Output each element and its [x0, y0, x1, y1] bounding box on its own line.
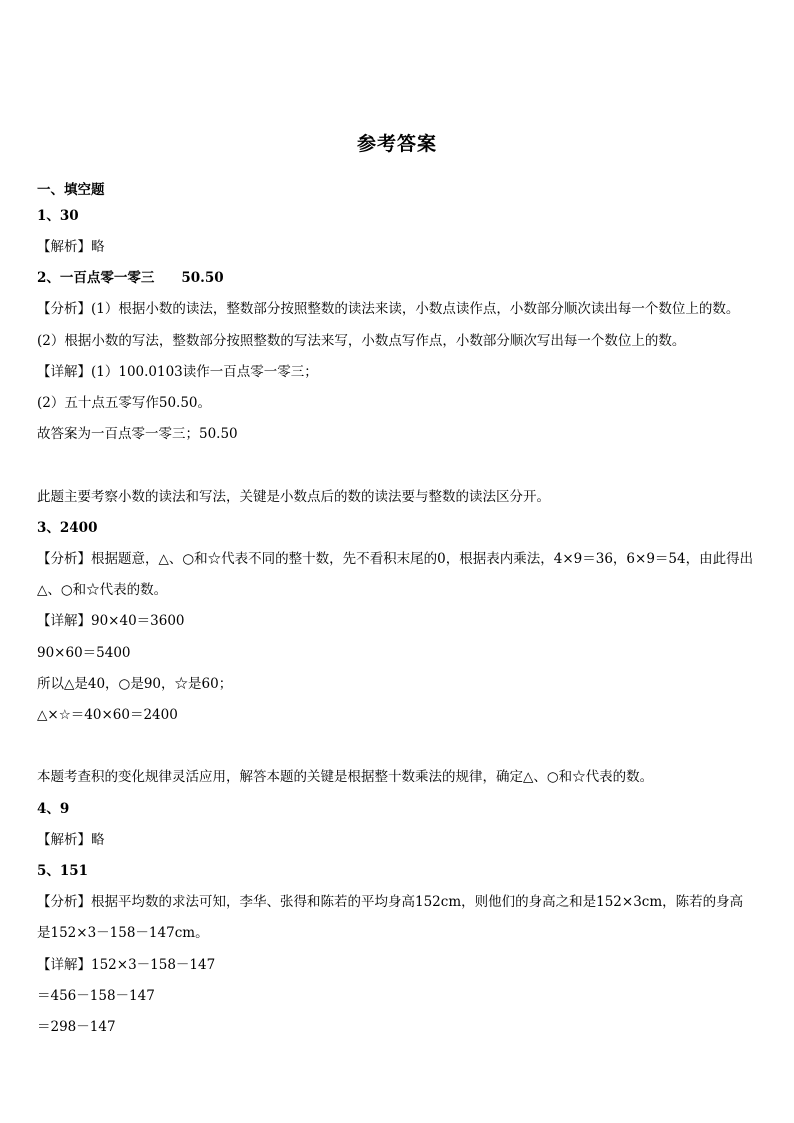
answer-5-detail-2: ＝456－158－147	[37, 988, 155, 1004]
section-heading: 一、填空题	[37, 182, 105, 198]
answer-3-detail-3: 所以△是40，○是90，☆是60；	[37, 676, 233, 692]
answer-2-analysis-1: 【分析】(1）根据小数的读法，整数部分按照整数的读法来读，小数点读作点，小数部分顺次读出每一个数位上的数。	[37, 301, 740, 317]
answer-2-analysis-2: (2）根据小数的写法，整数部分按照整数的写法来写，小数点写作点，小数部分顺次写出每一个数位上的数。	[37, 333, 686, 349]
answer-2-detail-1: 【详解】(1）100.0103读作一百点零一零三；	[37, 364, 318, 380]
answer-1-explanation: 【解析】略	[37, 239, 105, 255]
answer-3-summary: 本题考查积的变化规律灵活应用，解答本题的关键是根据整十数乘法的规律，确定△、○和☆代表的数。	[37, 769, 654, 785]
answer-1: 1、30	[37, 208, 79, 224]
answer-2-detail-2: (2）五十点五零写作50.50。	[37, 395, 212, 411]
answer-2-conclusion: 故答案为一百点零一零三；50.50	[37, 426, 238, 442]
answer-4: 4、9	[37, 801, 70, 817]
answer-3-detail-4: △×☆＝40×60＝2400	[37, 707, 178, 723]
answer-5: 5、151	[37, 863, 89, 879]
answer-5-detail-3: ＝298－147	[37, 1019, 116, 1035]
answer-5-analysis-2: 是152×3－158－147cm。	[37, 925, 209, 941]
answer-3-analysis-1: 【分析】根据题意，△、○和☆代表不同的整十数，先不看积末尾的0，根据表内乘法，4×9＝36，6×9＝54，由此得出	[37, 551, 754, 567]
answer-5-analysis-1: 【分析】根据平均数的求法可知，李华、张得和陈若的平均身高152cm，则他们的身高之和是152×3cm，陈若的身高	[37, 894, 744, 910]
answer-3: 3、2400	[37, 520, 98, 536]
page-title: 参考答案	[356, 133, 437, 155]
answer-4-explanation: 【解析】略	[37, 832, 105, 848]
answer-5-detail-1: 【详解】152×3－158－147	[37, 957, 216, 973]
answer-3-detail-1: 【详解】90×40＝3600	[37, 613, 185, 629]
answer-3-analysis-2: △、○和☆代表的数。	[37, 582, 168, 598]
answer-2: 2、一百点零一零三 50.50	[37, 270, 224, 286]
answer-2-summary: 此题主要考察小数的读法和写法，关键是小数点后的数的读法要与整数的读法区分开。	[37, 489, 550, 505]
answer-3-detail-2: 90×60＝5400	[37, 645, 131, 661]
